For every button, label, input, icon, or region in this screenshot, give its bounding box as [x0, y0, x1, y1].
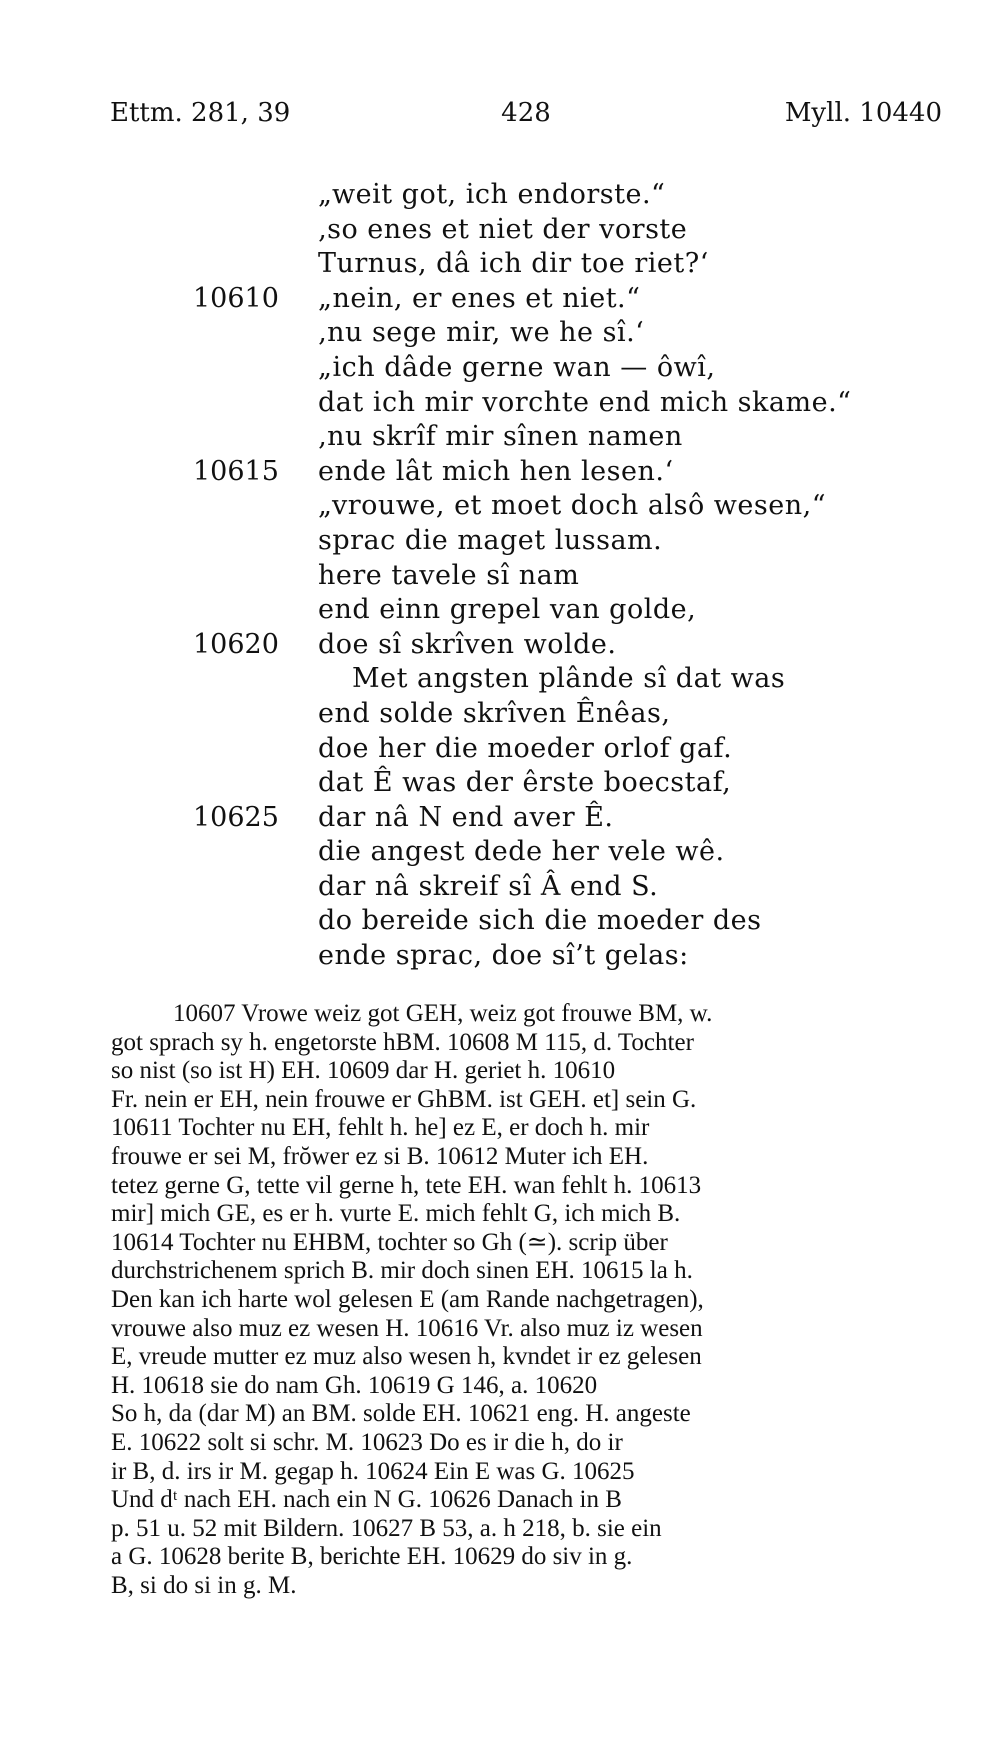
verse-line — [0, 697, 1000, 732]
apparatus-line: tetez gerne G, tette vil gerne h, tete EH. wan fehlt h. 10613 — [111, 1171, 702, 1199]
apparatus-line: p. 51 u. 52 mit Bildern. 10627 B 53, a. h 218, b. sie ein — [111, 1514, 662, 1542]
verse-line — [0, 801, 1000, 836]
verse-text: ‚nu skrîf mir sînen namen — [318, 421, 683, 453]
apparatus-line: mir] mich GE, es er h. vurte E. mich fehlt G, ich mich B. — [111, 1200, 681, 1228]
verse-line — [0, 870, 1000, 905]
verse-text: doe her die moeder orlof gaf. — [318, 732, 733, 764]
line-number: 10610 — [193, 282, 279, 314]
apparatus-line: 10614 Tochter nu EHBM, tochter so Gh (≃). scrip über — [111, 1228, 668, 1256]
verse-text: dat ich mir vorchte end mich skame.“ — [318, 386, 852, 418]
verse-line — [0, 178, 1000, 213]
apparatus-line: vrouwe also muz ez wesen H. 10616 Vr. also muz iz wesen — [111, 1314, 703, 1342]
line-number: 10625 — [193, 801, 279, 833]
verse-line — [0, 455, 1000, 490]
apparatus-line: ir B, d. irs ir M. gegap h. 10624 Ein E was G. 10625 — [111, 1457, 635, 1485]
verse-text: ende sprac, doe sî’t gelas: — [318, 940, 689, 972]
verse-text: „nein, er enes et niet.“ — [318, 282, 641, 314]
verse-text: dat Ê was der êrste boecstaf, — [318, 767, 732, 799]
running-header — [110, 98, 942, 132]
verse-line — [0, 386, 1000, 421]
verse-line — [0, 489, 1000, 524]
apparatus-line: got sprach sy h. engetorste hBM. 10608 M 115, d. Tochter — [111, 1028, 694, 1056]
line-number: 10620 — [193, 628, 279, 660]
verse-text: ende lât mich hen lesen.‘ — [318, 455, 674, 487]
verse-text: Turnus, dâ ich dir toe riet?‘ — [318, 248, 709, 280]
verse-line — [0, 213, 1000, 248]
apparatus-line: E. 10622 solt si schr. M. 10623 Do es ir die h, do ir — [111, 1428, 623, 1456]
page-number: 428 — [501, 98, 551, 128]
apparatus-line: 10607 Vrowe weiz got GEH, weiz got frouwe BM, w. — [173, 1000, 713, 1027]
verse-text: ‚nu sege mir, we he sî.‘ — [318, 317, 645, 349]
poem-text — [0, 178, 1000, 974]
verse-text: die angest dede her vele wê. — [318, 836, 725, 868]
apparatus-line: So h, da (dar M) an BM. solde EH. 10621 eng. H. angeste — [111, 1400, 691, 1428]
verse-text: end solde skrîven Ênêas, — [318, 697, 671, 729]
verse-text: end einn grepel van golde, — [318, 594, 697, 626]
apparatus-line: Und dᵗ nach EH. nach ein N G. 10626 Danach in B — [111, 1486, 622, 1514]
verse-line — [0, 593, 1000, 628]
verse-line — [0, 939, 1000, 974]
critical-apparatus — [111, 1000, 941, 1600]
verse-text: ‚so enes et niet der vorste — [318, 213, 688, 245]
apparatus-line: durchstrichenem sprich B. mir doch sinen EH. 10615 la h. — [111, 1257, 693, 1285]
verse-line — [0, 835, 1000, 870]
verse-line — [0, 351, 1000, 386]
apparatus-line: E, vreude mutter ez muz also wesen h, kvndet ir ez gelesen — [111, 1343, 702, 1371]
verse-line — [0, 282, 1000, 317]
verse-text: dar nâ skreif sî Â end S. — [318, 870, 659, 902]
verse-text: dar nâ N end aver Ê. — [318, 801, 614, 833]
apparatus-line: frouwe er sei M, frŏwer ez si B. 10612 Muter ich EH. — [111, 1142, 649, 1170]
apparatus-line: a G. 10628 berite B, berichte EH. 10629 do siv in g. — [111, 1543, 633, 1571]
verse-line — [0, 247, 1000, 282]
verse-text: Met angsten plânde sî dat was — [352, 663, 786, 695]
line-number: 10615 — [193, 455, 279, 487]
apparatus-line: so nist (so ist H) EH. 10609 dar H. geriet h. 10610 — [111, 1057, 616, 1085]
verse-text: „weit got, ich endorste.“ — [318, 179, 666, 210]
verse-line — [0, 420, 1000, 455]
verse-line — [0, 524, 1000, 559]
verse-text: „vrouwe, et moet doch alsô wesen,“ — [318, 490, 827, 522]
header-right-reference: Myll. 10440 — [784, 98, 942, 128]
verse-text: „ich dâde gerne wan — ôwî, — [318, 351, 716, 383]
apparatus-line: B, si do si in g. M. — [111, 1571, 297, 1599]
apparatus-line: Den kan ich harte wol gelesen E (am Rande nachgetragen), — [111, 1285, 704, 1313]
verse-line — [0, 628, 1000, 663]
header-left-reference: Ettm. 281, 39 — [110, 98, 291, 128]
verse-line — [0, 732, 1000, 767]
verse-line — [0, 766, 1000, 801]
verse-line — [0, 904, 1000, 939]
apparatus-line: Fr. nein er EH, nein frouwe er GhBM. ist GEH. et] sein G. — [111, 1085, 697, 1113]
verse-line — [0, 662, 1000, 697]
verse-line — [0, 559, 1000, 594]
apparatus-line: 10611 Tochter nu EH, fehlt h. he] ez E, er doch h. mir — [111, 1114, 650, 1142]
verse-text: do bereide sich die moeder des — [318, 905, 762, 937]
verse-text: here tavele sî nam — [318, 559, 580, 591]
verse-text: doe sî skrîven wolde. — [318, 628, 617, 660]
verse-line — [0, 316, 1000, 351]
apparatus-line: H. 10618 sie do nam Gh. 10619 G 146, a. 10620 — [111, 1371, 598, 1399]
verse-text: sprac die maget lussam. — [318, 524, 663, 556]
